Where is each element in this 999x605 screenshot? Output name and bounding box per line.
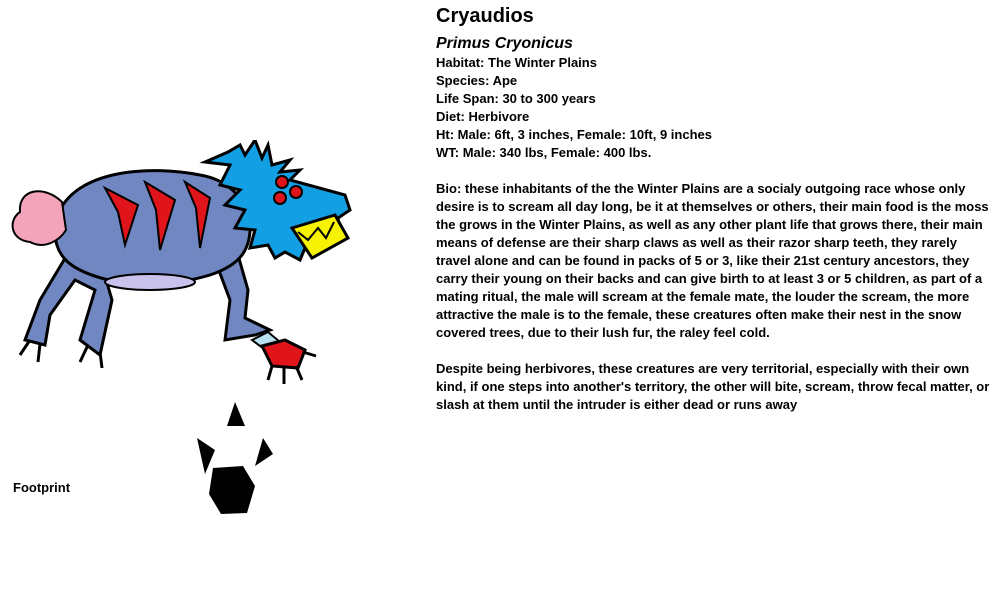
creature-illustration: [0, 140, 400, 440]
behavior-paragraph: Despite being herbivores, these creatures are very territorial, especially with their own kind, if one steps into another's territory, the other will bite, scream, throw fecal matter, or slash at them until the intruder is either dead or runs away: [436, 361, 990, 412]
creature-red-hand: [262, 340, 305, 368]
bio-paragraph: Bio: these inhabitants of the the Winter Plains are a socialy outgoing race whose only desire is to scream all day long, be it at themselves or others, their main food is the moss the grows in the Winter Plains, as well as any other plant life that grows there, their main means of defense are their sharp claws as well as their razor sharp teeth, they rarely travel alone and can be found in packs of 5 or 3, like their 21st century ancestors, they carry their young on their backs and can give birth to at least 3 or 5 children, as part of a mating ritual, the male will scream at the female mate, the louder the scream, the more attractive the male is to the female, these creatures often make their nest in the snow covered trees, due to their lush fur, the raley feel cold.: [436, 181, 989, 340]
footprint-toe-top: [227, 402, 245, 426]
scientific-name: Primus Cryonicus: [436, 35, 573, 52]
stat-weight: WT: Male: 340 lbs, Female: 400 lbs.: [436, 145, 652, 160]
creature-belly: [105, 274, 195, 290]
creature-tail: [13, 191, 66, 245]
stat-species: Species: Ape: [436, 73, 518, 88]
footprint-toe-right: [255, 438, 273, 466]
stat-diet: Diet: Herbivore: [436, 109, 530, 124]
info-panel: [436, 4, 991, 414]
stats-list: [436, 54, 991, 162]
stat-life-span: Life Span: 30 to 300 years: [436, 91, 596, 106]
footprint-illustration: [185, 398, 275, 523]
stat-habitat: Habitat: The Winter Plains: [436, 55, 597, 70]
footprint-label: Footprint: [13, 480, 71, 495]
creature-title: Cryaudios: [436, 5, 534, 27]
footprint-pad: [209, 466, 255, 514]
footprint-toe-left: [197, 438, 215, 474]
stat-height: Ht: Male: 6ft, 3 inches, Female: 10ft, 9 inches: [436, 127, 712, 142]
